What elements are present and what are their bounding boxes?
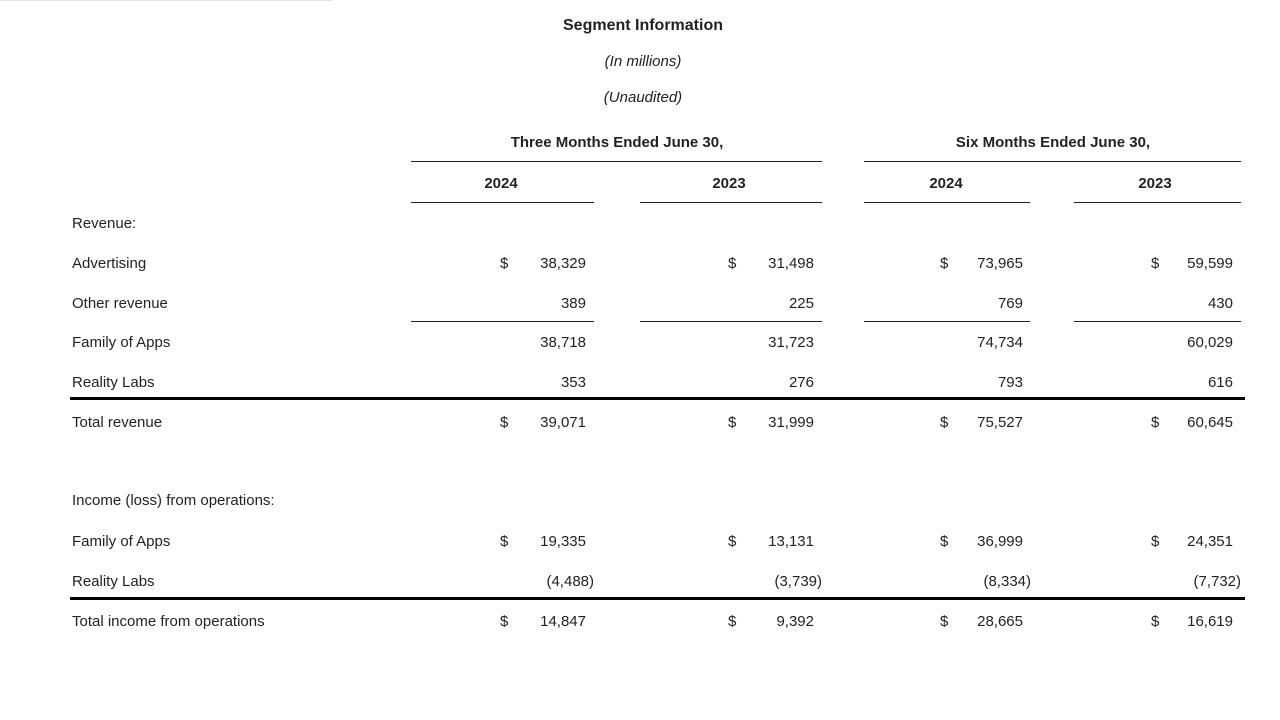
- row-label: Family of Apps: [72, 533, 171, 550]
- cell-value: 73,965: [977, 255, 1023, 272]
- cell-value: 616: [1207, 374, 1233, 391]
- cell-value: 39,071: [540, 414, 586, 431]
- year-header: 2024: [929, 175, 963, 192]
- cell-value: (3,739): [774, 573, 822, 590]
- cell-value: 31,999: [768, 414, 814, 431]
- cell-value: 60,029: [1187, 334, 1233, 351]
- cell-value: (7,732): [1193, 573, 1241, 590]
- currency-symbol: $: [728, 533, 737, 550]
- cell-value: 276: [788, 374, 814, 391]
- cell-value: 430: [1207, 295, 1233, 312]
- cell-value: 28,665: [977, 613, 1023, 630]
- row-label: Total revenue: [72, 414, 163, 431]
- subtotal-rule: [640, 321, 822, 322]
- group-header: Six Months Ended June 30,: [955, 134, 1151, 151]
- cell-value: 75,527: [977, 414, 1023, 431]
- cell-value: 13,131: [768, 533, 814, 550]
- cell-value: 353: [560, 374, 586, 391]
- cell-value: 31,723: [768, 334, 814, 351]
- cell-value: 389: [560, 295, 586, 312]
- cell-value: 31,498: [768, 255, 814, 272]
- currency-symbol: $: [940, 255, 949, 272]
- year-header-rule: [1074, 202, 1241, 203]
- currency-symbol: $: [728, 414, 737, 431]
- currency-symbol: $: [940, 613, 949, 630]
- top-divider: [0, 0, 332, 1]
- row-label: Family of Apps: [72, 334, 171, 351]
- cell-value: 38,718: [540, 334, 586, 351]
- subtotal-rule: [1074, 321, 1241, 322]
- currency-symbol: $: [728, 613, 737, 630]
- cell-value: 769: [997, 295, 1023, 312]
- cell-value: (8,334): [983, 573, 1031, 590]
- cell-value: 74,734: [977, 334, 1023, 351]
- currency-symbol: $: [500, 613, 509, 630]
- subtotal-rule: [864, 321, 1030, 322]
- total-income-rule: [70, 597, 1245, 600]
- currency-symbol: $: [728, 255, 737, 272]
- units-subtitle: (In millions): [604, 53, 682, 70]
- cell-value: 9,392: [776, 613, 814, 630]
- group-header-rule: [864, 161, 1241, 162]
- year-header: 2023: [712, 175, 746, 192]
- cell-value: 38,329: [540, 255, 586, 272]
- cell-value: 19,335: [540, 533, 586, 550]
- subtotal-rule: [411, 321, 594, 322]
- currency-symbol: $: [940, 414, 949, 431]
- cell-value: 16,619: [1187, 613, 1233, 630]
- row-label: Advertising: [72, 255, 147, 272]
- year-header-rule: [411, 202, 594, 203]
- cell-value: 793: [997, 374, 1023, 391]
- row-label: Reality Labs: [72, 573, 155, 590]
- currency-symbol: $: [1151, 613, 1160, 630]
- year-header-rule: [640, 202, 822, 203]
- currency-symbol: $: [1151, 533, 1160, 550]
- row-label: Other revenue: [72, 295, 168, 312]
- year-header: 2023: [1138, 175, 1172, 192]
- page-title: Segment Information: [562, 17, 724, 34]
- row-label: Income (loss) from operations:: [72, 492, 275, 509]
- cell-value: 24,351: [1187, 533, 1233, 550]
- currency-symbol: $: [1151, 255, 1160, 272]
- currency-symbol: $: [500, 414, 509, 431]
- currency-symbol: $: [500, 255, 509, 272]
- group-header-rule: [411, 161, 822, 162]
- row-label: Revenue:: [72, 215, 137, 232]
- cell-value: 60,645: [1187, 414, 1233, 431]
- group-header: Three Months Ended June 30,: [510, 134, 724, 151]
- audit-subtitle: (Unaudited): [603, 89, 683, 106]
- year-header-rule: [864, 202, 1030, 203]
- cell-value: 36,999: [977, 533, 1023, 550]
- currency-symbol: $: [500, 533, 509, 550]
- cell-value: 59,599: [1187, 255, 1233, 272]
- total-revenue-rule: [70, 397, 1245, 400]
- cell-value: 225: [788, 295, 814, 312]
- currency-symbol: $: [940, 533, 949, 550]
- cell-value: (4,488): [546, 573, 594, 590]
- row-label: Reality Labs: [72, 374, 155, 391]
- year-header: 2024: [484, 175, 518, 192]
- currency-symbol: $: [1151, 414, 1160, 431]
- cell-value: 14,847: [540, 613, 586, 630]
- row-label: Total income from operations: [72, 613, 265, 630]
